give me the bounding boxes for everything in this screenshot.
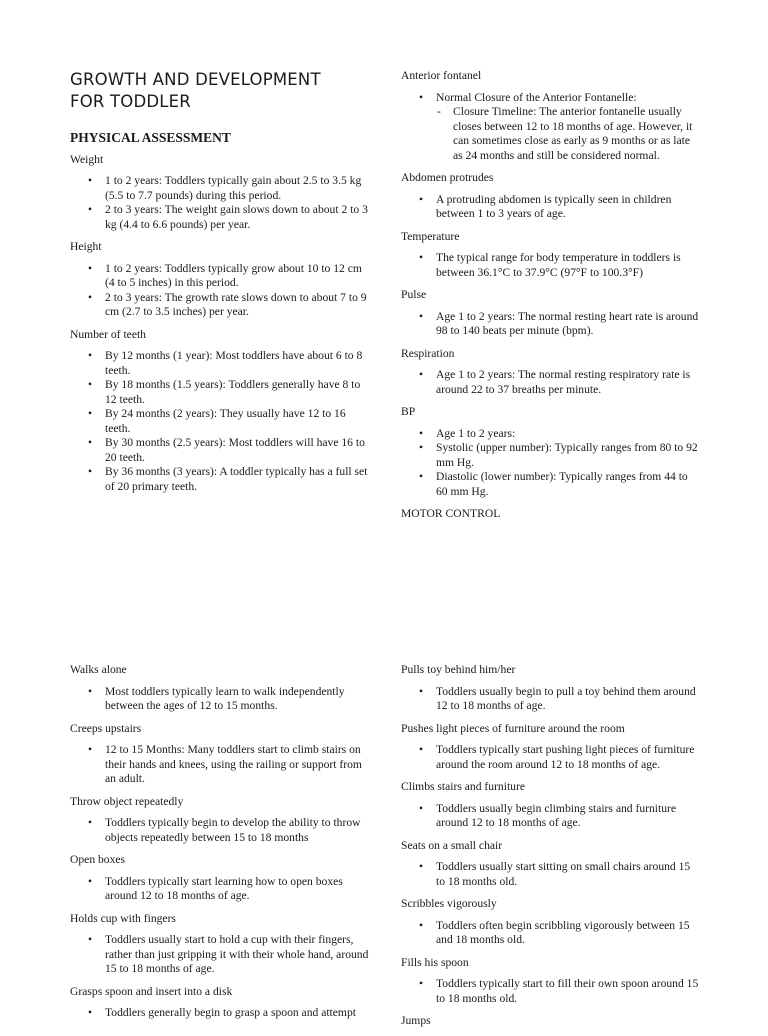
list-item: • Most toddlers typically learn to walk independently between the ages of 12 to 15 months.	[105, 685, 370, 714]
list-item: • Toddlers often begin scribbling vigorously between 15 and 18 months old.	[436, 919, 701, 948]
list-item: • By 18 months (1.5 years): Toddlers generally have 8 to 12 teeth.	[105, 378, 370, 407]
bp-label: BP	[401, 405, 416, 418]
list-item: • 2 to 3 years: The weight gain slows down to about 2 to 3 kg (4.4 to 6.6 pounds) per year.	[105, 203, 370, 232]
list-item: • Toddlers usually begin to pull a toy behind them around 12 to 18 months of age.	[436, 685, 701, 714]
list-item: • 12 to 15 Months: Many toddlers start to climb stairs on their hands and knees, using the railing or support from an adult.	[105, 743, 370, 787]
motor-control-heading: MOTOR CONTROL	[401, 507, 501, 520]
fontanel-list	[401, 91, 701, 164]
list-item: • Age 1 to 2 years: The normal resting heart rate is around 98 to 140 beats per minute (bpm).	[436, 310, 701, 339]
pulls-toy-label: Pulls toy behind him/her	[401, 663, 516, 676]
pulse-label: Pulse	[401, 288, 427, 301]
climbs-label: Climbs stairs and furniture	[401, 780, 525, 793]
list-item: • By 12 months (1 year): Most toddlers have about 6 to 8 teeth.	[105, 349, 370, 378]
temperature-list	[401, 251, 701, 280]
list-item: • Systolic (upper number): Typically ranges from 80 to 92 mm Hg.	[436, 441, 701, 470]
list-item: • Toddlers typically start pushing light pieces of furniture around the room around 12 to 18 months of age.	[436, 743, 701, 772]
bp-list	[401, 427, 701, 500]
list-item: • The typical range for body temperature in toddlers is between 36.1°C to 37.9°C (97°F to 100.3°F)	[436, 251, 701, 280]
pulls-toy-list	[401, 685, 701, 714]
list-item: • Toddlers usually begin climbing stairs and furniture around 12 to 18 months of age.	[436, 802, 701, 831]
creeps-list	[70, 743, 370, 787]
seats-list	[401, 860, 701, 889]
scribbles-list	[401, 919, 701, 948]
list-item: • Toddlers typically start to fill their own spoon around 15 to 18 months old.	[436, 977, 701, 1006]
throw-label: Throw object repeatedly	[70, 794, 184, 808]
page1-left-column	[70, 69, 370, 502]
list-item: • A protruding abdomen is typically seen in children between 1 to 3 years of age.	[436, 193, 701, 222]
page2-left-column	[70, 663, 370, 1029]
respiration-list	[401, 368, 701, 397]
fills-spoon-label: Fills his spoon	[401, 955, 469, 969]
fontanel-item: Normal Closure of the Anterior Fontanelle:	[436, 90, 637, 104]
list-item: - Closure Timeline: The anterior fontanelle usually closes between 12 to 18 months of age. However, it can sometimes close as early as 9 months or as late as 24 months and still be considered normal.	[453, 105, 701, 163]
document-title	[70, 69, 370, 113]
open-boxes-list	[70, 875, 370, 904]
title-line-1: GROWTH AND DEVELOPMENT	[70, 70, 321, 89]
creeps-label: Creeps upstairs	[70, 721, 142, 735]
holds-cup-label: Holds cup with fingers	[70, 911, 176, 925]
section-heading: PHYSICAL ASSESSMENT	[70, 130, 231, 145]
open-boxes-label: Open boxes	[70, 853, 126, 866]
title-line-2: FOR TODDLER	[70, 92, 191, 111]
list-item: • 2 to 3 years: The growth rate slows down to about 7 to 9 cm (2.7 to 3.5 inches) per year.	[105, 291, 370, 320]
list-item: • By 30 months (2.5 years): Most toddlers will have 16 to 20 teeth.	[105, 436, 370, 465]
abdomen-list	[401, 193, 701, 222]
list-item: • Toddlers typically start learning how to open boxes around 12 to 18 months of age.	[105, 875, 370, 904]
abdomen-label: Abdomen protrudes	[401, 171, 494, 184]
weight-label: Weight	[70, 152, 104, 166]
page2-right-column	[401, 663, 701, 1036]
teeth-list	[70, 349, 370, 494]
list-item: • 1 to 2 years: Toddlers typically grow about 10 to 12 cm (4 to 5 inches) in this period.	[105, 262, 370, 291]
climbs-list	[401, 802, 701, 831]
list-item: • By 36 months (3 years): A toddler typically has a full set of 20 primary teeth.	[105, 465, 370, 494]
respiration-label: Respiration	[401, 346, 455, 360]
list-item: • Toddlers usually start sitting on small chairs around 15 to 18 months old.	[436, 860, 701, 889]
list-item: • Diastolic (lower number): Typically ranges from 44 to 60 mm Hg.	[436, 470, 701, 499]
list-item	[436, 91, 701, 164]
list-item: • Age 1 to 2 years: The normal resting respiratory rate is around 22 to 37 breaths per minute.	[436, 368, 701, 397]
teeth-label: Number of teeth	[70, 327, 146, 341]
walks-list	[70, 685, 370, 714]
pushes-list	[401, 743, 701, 772]
walks-label: Walks alone	[70, 663, 127, 676]
jumps-label: Jumps	[401, 1014, 431, 1027]
list-item: • Toddlers typically begin to develop the ability to throw objects repeatedly between 15 to 18 months	[105, 816, 370, 845]
list-item: • Age 1 to 2 years:	[436, 427, 701, 442]
page1-right-column	[401, 69, 701, 529]
height-label: Height	[70, 240, 102, 253]
seats-label: Seats on a small chair	[401, 838, 503, 852]
scribbles-label: Scribbles vigorously	[401, 897, 497, 910]
fontanel-sublist	[436, 105, 701, 163]
weight-list	[70, 174, 370, 232]
fills-spoon-list	[401, 977, 701, 1006]
temperature-label: Temperature	[401, 229, 460, 243]
holds-cup-list	[70, 933, 370, 977]
throw-list	[70, 816, 370, 845]
grasps-spoon-label: Grasps spoon and insert into a disk	[70, 984, 233, 998]
list-item: • By 24 months (2 years): They usually have 12 to 16 teeth.	[105, 407, 370, 436]
height-list	[70, 262, 370, 320]
list-item: • Toddlers generally begin to grasp a spoon and attempt	[105, 1006, 370, 1021]
list-item: • 1 to 2 years: Toddlers typically gain about 2.5 to 3.5 kg (5.5 to 7.7 pounds) during this period.	[105, 174, 370, 203]
fontanel-label: Anterior fontanel	[401, 69, 482, 82]
list-item: • Toddlers usually start to hold a cup with their fingers, rather than just gripping it with their whole hand, around 15 to 18 months of age.	[105, 933, 370, 977]
pulse-list	[401, 310, 701, 339]
grasps-spoon-list	[70, 1006, 370, 1021]
pushes-label: Pushes light pieces of furniture around the room	[401, 721, 625, 735]
